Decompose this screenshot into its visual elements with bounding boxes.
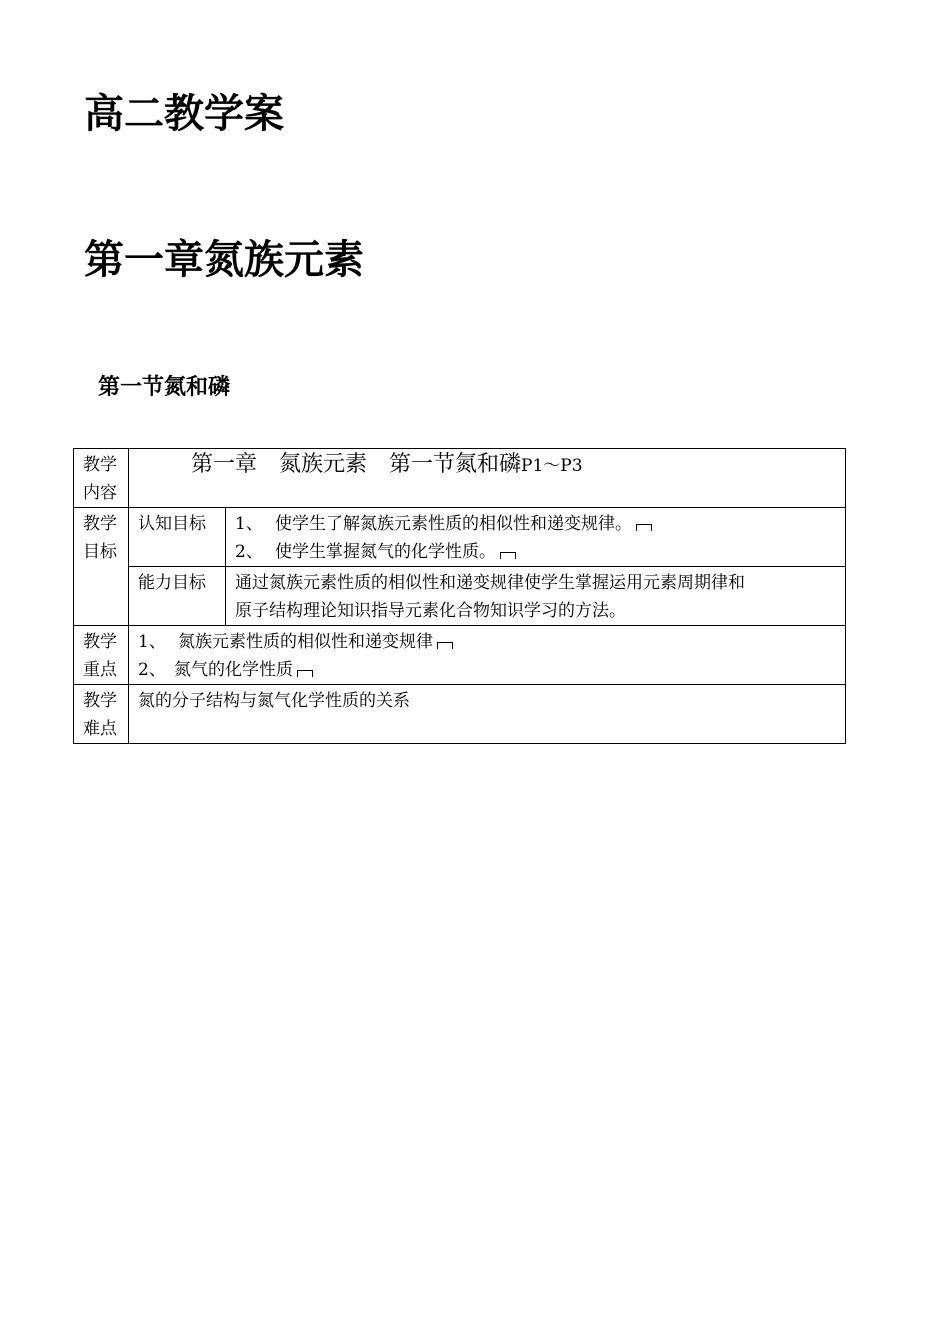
paragraph-mark-icon <box>500 552 516 559</box>
key-points-label-line2: 重点 <box>83 660 117 680</box>
content-label-line1: 教学 <box>83 455 117 475</box>
cognitive-goal-text: 使学生掌握氮气的化学性质。 <box>275 542 496 562</box>
goals-label-line1: 教学 <box>83 514 117 534</box>
cognitive-goals-list <box>226 508 846 567</box>
lesson-plan-table <box>73 448 846 744</box>
difficulties-label-line2: 难点 <box>83 719 117 739</box>
key-point-text: 氮族元素性质的相似性和递变规律 <box>178 632 433 652</box>
cognitive-goal-item <box>235 510 836 538</box>
content-page-ref: P1～P3 <box>521 456 583 476</box>
chapter-title: 第一章氮族元素 <box>84 237 364 283</box>
goals-label <box>74 508 129 626</box>
difficulties-label <box>74 685 129 744</box>
key-point-number: 1、 <box>138 632 166 652</box>
paragraph-mark-icon <box>437 642 453 649</box>
key-point-text: 氮气的化学性质 <box>174 660 293 680</box>
document-title: 高二教学案 <box>84 91 284 137</box>
paragraph-mark-icon <box>636 524 652 531</box>
key-point-item <box>138 656 836 684</box>
cognitive-goal-item <box>235 538 836 566</box>
table-row-key-points <box>74 626 846 685</box>
table-row-ability-goals <box>74 567 846 626</box>
section-title: 第一节氮和磷 <box>98 375 231 400</box>
key-points-label <box>74 626 129 685</box>
ability-goals-label: 能力目标 <box>129 567 226 626</box>
key-point-number: 2、 <box>138 660 166 680</box>
table-row-difficulties <box>74 685 846 744</box>
cognitive-goals-label: 认知目标 <box>129 508 226 567</box>
cognitive-goal-number: 1、 <box>235 514 263 534</box>
difficulties-label-line1: 教学 <box>83 691 117 711</box>
content-value <box>129 449 846 508</box>
table-row-content <box>74 449 846 508</box>
content-value-text: 第一章 氮族元素 第一节氮和磷 <box>191 452 522 477</box>
content-label <box>74 449 129 508</box>
cognitive-goal-number: 2、 <box>235 542 263 562</box>
difficulties-text: 氮的分子结构与氮气化学性质的关系 <box>129 685 846 744</box>
key-point-item <box>138 628 836 656</box>
goals-label-line2: 目标 <box>83 542 117 562</box>
ability-goals-line1: 通过氮族元素性质的相似性和递变规律使学生掌握运用元素周期律和 <box>235 573 745 593</box>
content-label-line2: 内容 <box>83 483 117 503</box>
ability-goals-line2: 原子结构理论知识指导元素化合物知识学习的方法。 <box>235 601 626 621</box>
ability-goals-text <box>226 567 846 626</box>
paragraph-mark-icon <box>297 670 313 677</box>
key-points-list <box>129 626 846 685</box>
cognitive-goal-text: 使学生了解氮族元素性质的相似性和递变规律。 <box>275 514 632 534</box>
key-points-label-line1: 教学 <box>83 632 117 652</box>
table-row-cognitive-goals <box>74 508 846 567</box>
